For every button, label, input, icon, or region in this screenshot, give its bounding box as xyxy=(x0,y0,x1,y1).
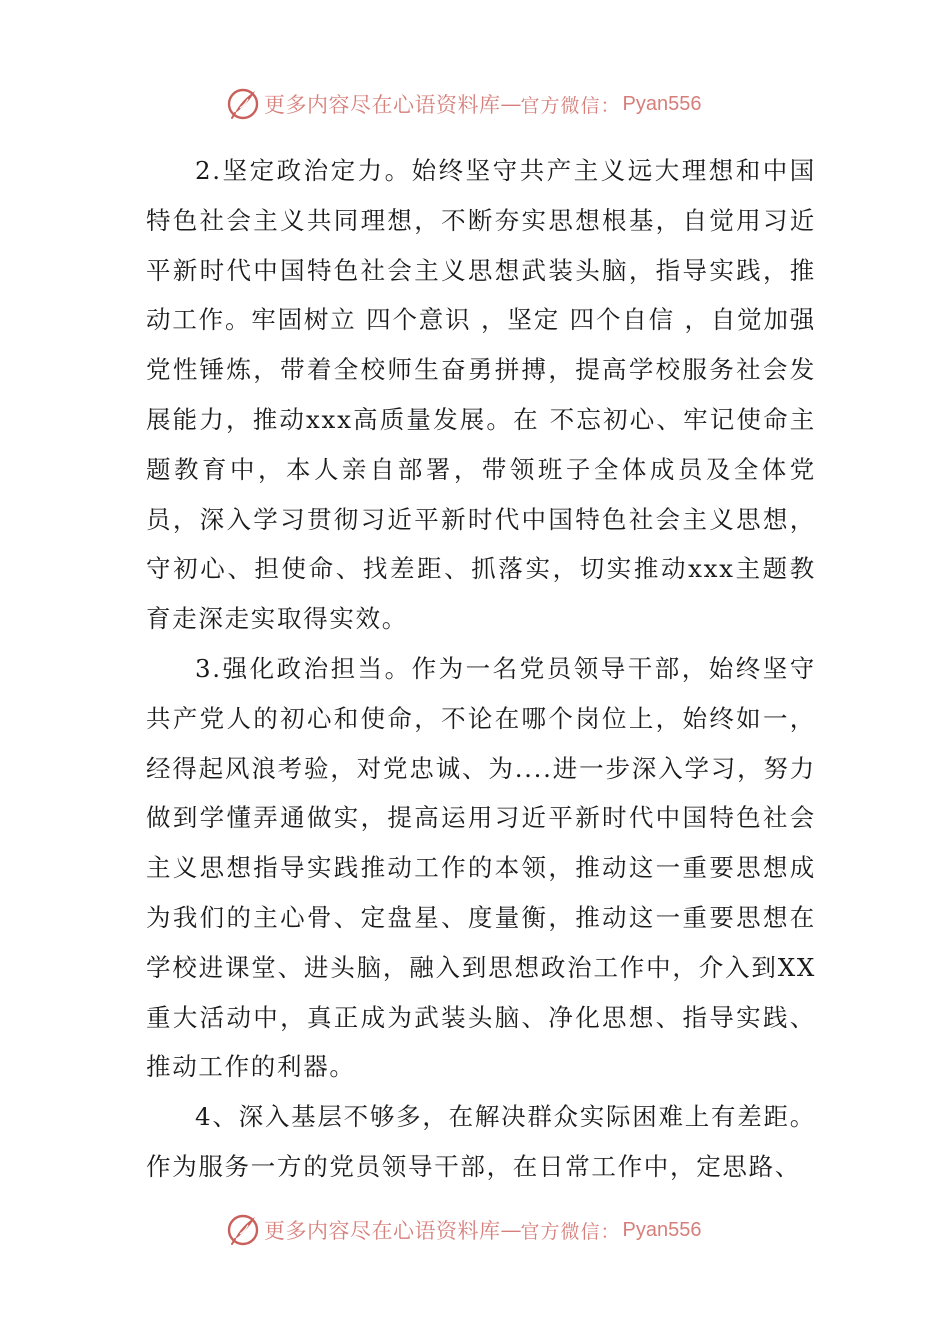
watermark-separator: — xyxy=(500,1218,521,1242)
paragraph-political-determination: 2.坚定政治定力。始终坚守共产主义远大理想和中国特色社会主义共同理想，不断夯实思想根基，自觉用习近平新时代中国特色社会主义思想武装头脑，指导实践，推动工作。牢固树立 四个意识 ，坚定 四个自信 ，自觉加强党性锤炼，带着全校师生奋勇拼搏，提高学校服务社会发展能力，推动xxx高质量发展。在 不忘初心、牢记使命主题教育中，本人亲自部署，带领班子全体成员及全体党员，深入学习贯彻习近平新时代中国特色社会主义思想，守初心、担使命、找差距、抓落实，切实推动xxx主题教育走深走实取得实效。 xyxy=(146,156,816,634)
quill-pen-icon xyxy=(226,1213,260,1247)
watermark-site-name: 更多内容尽在心语资料库 xyxy=(264,93,501,117)
watermark-separator: — xyxy=(500,92,521,116)
watermark-contact-id: Pyan556 xyxy=(622,92,702,115)
watermark-contact-label: 官方微信： xyxy=(520,94,621,117)
document-body xyxy=(146,146,816,1192)
watermark-contact-label: 官方微信： xyxy=(520,1220,621,1243)
paragraph-political-responsibility: 3.强化政治担当。作为一名党员领导干部，始终坚守共产党人的初心和使命，不论在哪个岗位上，始终如一，经得起风浪考验，对党忠诚、为....进一步深入学习，努力做到学懂弄通做实，提高运用习近平新时代中国特色社会主义思想指导实践推动工作的本领，推动这一重要思想成为我们的主心骨、定盘星、度量衡，推动这一重要思想在学校进课堂、进头脑，融入到思想政治工作中，介入到XX重大活动中，真正成为武装头脑、净化思想、指导实践、推动工作的利器。 xyxy=(146,653,816,1082)
watermark-site-name: 更多内容尽在心语资料库 xyxy=(264,1219,501,1243)
quill-pen-icon xyxy=(226,87,260,121)
footer-watermark xyxy=(226,1210,701,1250)
watermark-contact-id: Pyan556 xyxy=(622,1218,702,1241)
header-watermark xyxy=(226,84,701,124)
paragraph-grassroots: 4、深入基层不够多，在解决群众实际困难上有差距。作为服务一方的党员领导干部，在日常工作中，定思路、 xyxy=(146,1102,816,1181)
